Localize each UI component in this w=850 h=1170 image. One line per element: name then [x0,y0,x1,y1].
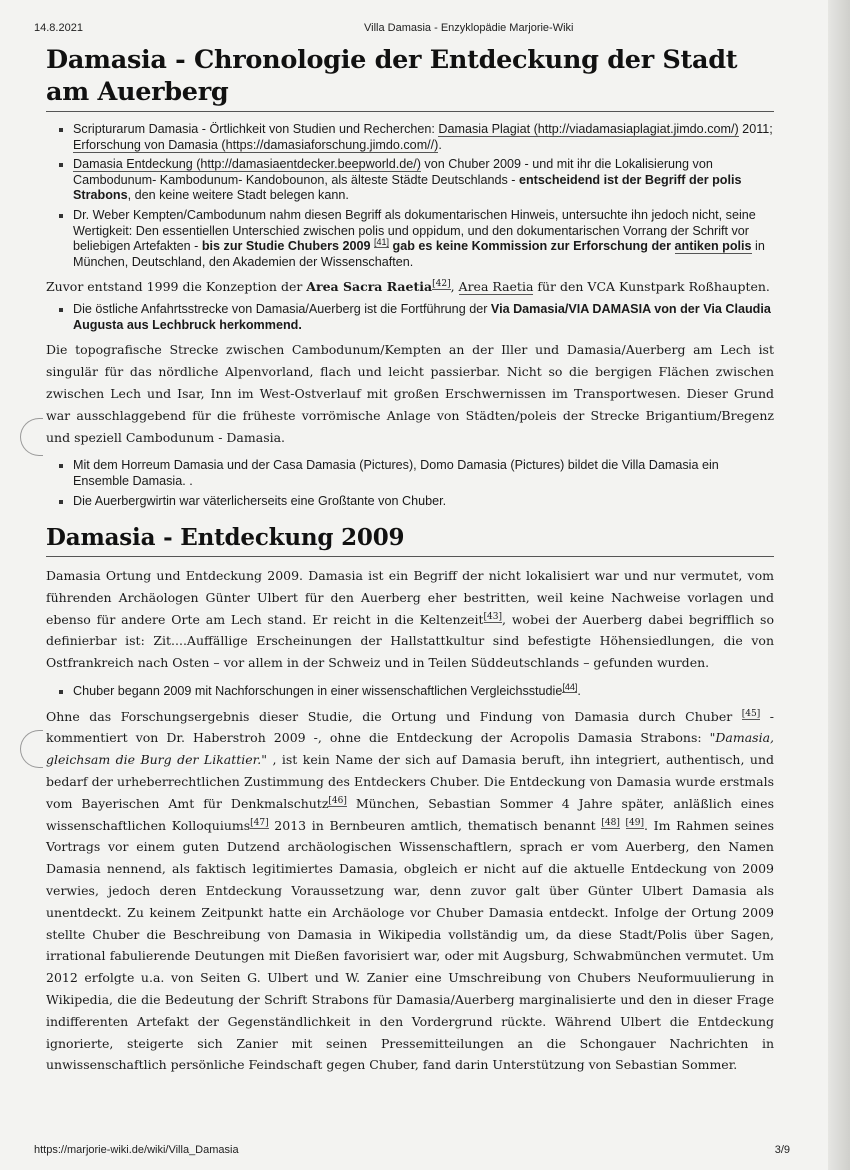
bullet-list-sources [46,122,774,270]
page-number: 3/9 [774,1144,790,1156]
link-area-raetia[interactable]: Area Raetia [458,279,534,295]
punch-hole-upper [20,418,43,456]
list-item: Dr. Weber Kempten/Cambodunum nahm diesen Begriff als dokumentarischen Hinweis, untersuchte ihn jedoch nicht, seine Wertigkeit: Den essentiellen Unterschied zwischen polis und oppidum, und den dokumentarischen Vorrang der Schrift vor beliebigen Artefakten - bis zur Studie Chubers 2009 [41] gab es keine Kommission zur Erforschung der antiken polis in München, Deutschland, den Akademien der Wissenschaften. [73,208,774,270]
bullet-list-ensemble [46,458,774,509]
paragraph: Ohne das Forschungsergebnis dieser Studie, die Ortung und Findung von Damasia durch Chuber [45] - kommentiert von Dr. Haberstroh 2009 -, ohne die Entdeckung der Acropolis Damasia Strabons: "Damasia, gleichsam die Burg der Likattier." , ist kein Name der sich auf Damasia beruft, ihn integriert, authentisch, und bedarf der urheberrechtlichen Zustimmung des Entdeckers Chuber. Die Entdeckung von Damasia wurde erstmals vom Bayerischen Amt für Denkmalschutz[46] München, Sebastian Sommer 4 Jahre später, anläßlich eines wissenschaftlichen Kolloquiums[47] 2013 in Bernbeuren amtlich, thematisch benannt [48] [49]. Im Rahmen seines Vortrags vor einem guten Dutzend archäologischen Wissenschaftlern, sprach er vom Auerberg, den Namen Damasia nennend, als faktisch legitimiertes Damasia, obgleich er nicht auf die aktuelle Entdeckung von 2009 verwies, jedoch deren Entdeckung Voraussetzung war, denn zuvor galt über Günter Ulbert Damasia als unentdeckt. Zu keinem Zeitpunkt hatte ein Archäologe vor Chuber Damasia entdeckt. Infolge der Ortung 2009 stellte Chuber die Beschreibung von Damasia in Wikipedia vollständig um, da diese Stadt/Polis über Sagen, irrational fabulierende Deutungen mit Dießen favorisiert war, oder mit Augsburg, Schwabmünchen vermutet. Um 2012 erfolgte u.a. von Seiten G. Ulbert und W. Zanier eine Umschreibung von Chubers Neuformuulierung in Wikipedia, die die Bedeutung der Schrift Strabons für Damasia/Auerberg marginalisierte und den in dieser Frage indifferenten Artefakt der Gegenständlichkeit in den Vordergrund rückte. Während Ulbert die Entdeckung ignorierte, steigerte sich Zanier mit seinen Pressemitteilungen an die Schongauer Nachrichten in unwissenschaftlich persönliche Feindschaft gegen Chuber, fand darin Unterstützung von Sebastian Sommer. [46,708,775,1073]
print-footer [34,1144,810,1160]
paragraph: Damasia Ortung und Entdeckung 2009. Damasia ist ein Begriff der nicht lokalisiert war und nur vermutet, vom führenden Archäologen Günter Ulbert für den Auerberg eher bestritten, weil keine Nachweise vorlagen und ebenso für andere Orte am Lech stand. Er reicht in die Keltenzeit[43], wobei der Auerberg dabei begrifflich so definierbar ist: Zit....Auffällige Erscheinungen der Hallstattkultur sind befestigte Höhensiedlungen, die von Ostfrankreich nach Osten – vor allem in der Schweiz und in Teilen Süddeutschlands – gefunden wurden. [46,568,774,671]
footnote-ref[interactable]: [42] [432,279,451,290]
print-date: 14.8.2021 [34,22,83,34]
print-header [34,22,810,38]
article-content [46,44,774,1080]
print-url: https://marjorie-wiki.de/wiki/Villa_Damasia [34,1144,239,1156]
footnote-ref[interactable]: [41] [374,237,390,248]
link-damasia-plagiat[interactable]: Damasia Plagiat (http://viadamasiaplagiat.jimdo.com/) [438,122,739,136]
list-item: Scripturarum Damasia - Örtlichkeit von Studien und Recherchen: Damasia Plagiat (http://viadamasiaplagiat.jimdo.com/) 2011; Erforschung von Damasia (https://damasiaforschung.jimdo.com//). [73,122,773,152]
footnote-ref[interactable]: [46] [328,795,347,806]
link-erforschung-damasia[interactable]: Erforschung von Damasia (https://damasiaforschung.jimdo.com//) [73,137,439,152]
footnote-ref[interactable]: [49] [625,817,645,828]
paragraph: Zuvor entstand 1999 die Konzeption der Area Sacra Raetia[42], Area Raetia für den VCA Kunstpark Roßhaupten. [46,279,770,295]
paragraph: Die topografische Strecke zwischen Cambodunum/Kempten an der Iller und Damasia/Auerberg am Lech ist singulär für das nördliche Alpenvorland, flach und leicht passierbar. Nicht so die bergigen Flächen zwischen zwischen Lech und Isar, Inn im West-Ostverlauf mit großen Erschwernissen im Transportwesen. Dieser Grund war ausschlaggebend für die früheste vorrömische Anlage von Städten/poleis der Strecke Brigantium/Bregenz und speziell Cambodunum - Damasia. [46,342,774,445]
section-heading-chronologie: Damasia - Chronologie der Entdeckung der Stadt am Auerberg [46,44,774,112]
link-damasia-entdeckung[interactable]: Damasia Entdeckung (http://damasiaentdecker.beepworld.de/) [73,157,421,172]
list-item: Chuber begann 2009 mit Nachforschungen in einer wissenschaftlichen Vergleichsstudie[44]. [73,684,774,700]
scan-page-edge [828,0,850,1170]
print-title: Villa Damasia - Enzyklopädie Marjorie-Wiki [364,22,574,34]
link-antiken-polis[interactable]: antiken polis [674,239,752,254]
punch-hole-lower [20,730,43,768]
section-heading-entdeckung: Damasia - Entdeckung 2009 [46,523,774,557]
footnote-ref[interactable]: [45] [741,708,761,719]
list-item: Mit dem Horreum Damasia und der Casa Damasia (Pictures), Domo Damasia (Pictures) bildet die Villa Damasia ein Ensemble Damasia. . [73,458,774,489]
list-item: Damasia Entdeckung (http://damasiaentdecker.beepworld.de/) von Chuber 2009 - und mit ihr die Lokalisierung von Cambodunum- Kambodunum- Kandobounon, als älteste Städte Deutschlands - entscheidend ist der Begriff der polis Strabons, den keine weitere Stadt belegen kann. [73,157,774,204]
bullet-list-studie [46,684,774,700]
bullet-list-anfahrt [46,302,774,333]
footnote-ref[interactable]: [44] [562,682,578,693]
list-item: Die Auerbergwirtin war väterlicherseits eine Großtante von Chuber. [73,494,774,510]
footnote-ref[interactable]: [48] [601,817,620,828]
footnote-ref[interactable]: [43] [483,611,503,622]
footnote-ref[interactable]: [47] [250,817,269,828]
list-item: Die östliche Anfahrtsstrecke von Damasia/Auerberg ist die Fortführung der Via Damasia/VIA DAMASIA von der Via Claudia Augusta aus Lechbruck herkommend. [73,302,774,333]
